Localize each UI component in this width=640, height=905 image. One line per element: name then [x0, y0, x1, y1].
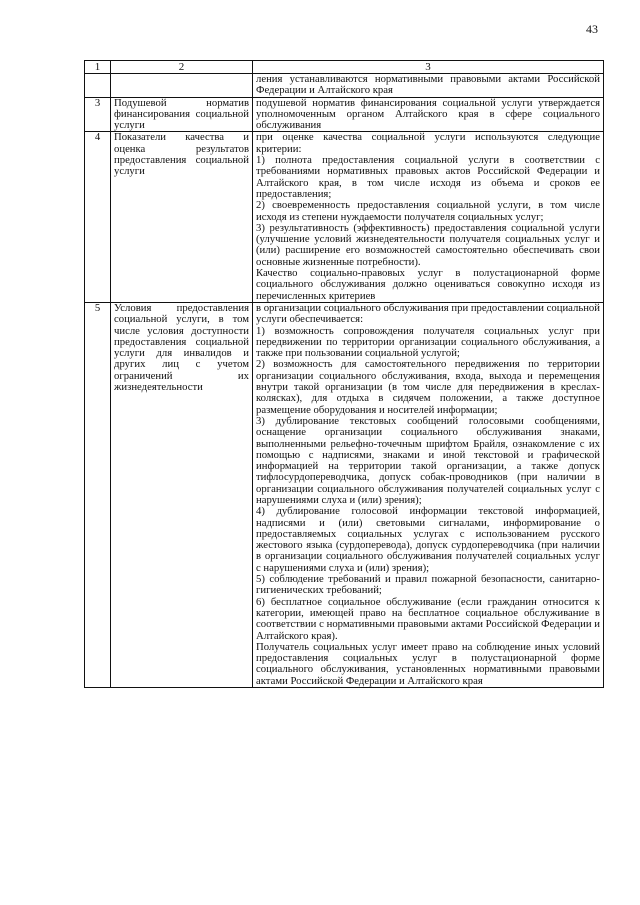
table-row	[85, 132, 604, 302]
row-name: Показатели качества и оценка результатов предоставления социальной услуги	[111, 132, 253, 302]
row-content	[253, 97, 604, 132]
content-paragraph: 3) результативность (эффективность) предоставления социальной услуги (улучшение условий жизнедеятельности получателя социальных услуг и (или) расширение его возможностей самостоятельно обеспечивать свои основные жизненные потребности).	[256, 221, 600, 268]
row-name: Условия предоставления социальной услуги, в том числе условия доступности предоставления социальной услуги для инвалидов и других лиц с учетом ограничений их жизнедеятельности	[111, 302, 253, 687]
content-paragraph: Качество социально-правовых услуг в полустационарной форме социального обслуживания должно оцениваться совокупно исходя из перечисленных критериев	[256, 267, 600, 302]
row-number	[85, 74, 111, 98]
row-number: 5	[85, 302, 111, 687]
content-paragraph: 5) соблюдение требований и правил пожарной безопасности, санитарно-гигиенических требований;	[256, 573, 600, 597]
content-paragraph: Получатель социальных услуг имеет право на соблюдение иных условий предоставления социальных услуг в полустационарной форме социального обслуживания, установленных нормативными правовыми актами Российской Федерации и Алтайского края	[256, 640, 600, 687]
content-paragraph: 2) возможность для самостоятельного передвижения по территории организации социального обслуживания, входа, выхода и перемещения внутри такой организации (в том числе для передвижения в креслах-колясках), для отдыха в сидячем положении, а также доступное размещение оборудования и носителей информации;	[256, 358, 600, 416]
row-content	[253, 132, 604, 302]
table-row	[85, 302, 604, 687]
content-paragraph: 4) дублирование голосовой информации текстовой информацией, надписями и (или) световыми сигналами, информирование о предоставляемых социальных услугах с использованием русского жестового языка (сурдоперевода), допуск сурдопереводчика (при наличии в организации социального обслуживания получателей социальных услуг с нарушениями слуха и (или) зрения);	[256, 505, 600, 574]
content-paragraph: 1) возможность сопровождения получателя социальных услуг при передвижении по территории организации социального обслуживания, а также при пользовании социальной услугой;	[256, 324, 600, 360]
content-paragraph: при оценке качества социальной услуги используются следующие критерии:	[256, 131, 600, 155]
content-paragraph: 3) дублирование текстовых сообщений голосовыми сообщениями, оснащение организации социального обслуживания знаками, выполненными рельефно-точечным шрифтом Брайля, ознакомление с их помощью с надписями, знаками и иной текстовой и графической информацией на территории такой организации, а также допуск тифлосурдопереводчика, допуск собак-проводников (при наличии в организации социального обслуживания получателей социальных услуг с нарушениями слуха и (или) зрения);	[256, 414, 600, 506]
table-row	[85, 74, 604, 98]
content-paragraph: 2) своевременность предоставления социальной услуги, в том числе исходя из степени нуждаемости получателя социальных услуг;	[256, 199, 600, 223]
column-header: 2	[111, 61, 253, 74]
row-content	[253, 74, 604, 98]
table-header-row	[85, 61, 604, 74]
row-name	[111, 74, 253, 98]
row-name: Подушевой норматив финансирования социальной услуги	[111, 97, 253, 132]
content-paragraph: в организации социального обслуживания при предоставлении социальной услуги обеспечивается:	[256, 301, 600, 326]
table-row	[85, 97, 604, 132]
row-content	[253, 302, 604, 687]
page-number: 43	[586, 22, 598, 36]
service-standard-table	[84, 60, 604, 688]
content-paragraph: ления устанавливаются нормативными правовыми актами Российской Федерации и Алтайского края	[256, 73, 600, 97]
column-header: 1	[85, 61, 111, 74]
row-number: 3	[85, 97, 111, 132]
content-paragraph: 6) бесплатное социальное обслуживание (если гражданин относится к категории, имеющей право на бесплатное социальное обслуживание в соответствии с нормативными правовыми актами Российской Федерации и Алтайского края).	[256, 595, 600, 642]
row-number: 4	[85, 132, 111, 302]
content-paragraph: 1) полнота предоставления социальной услуги в соответствии с требованиями нормативных правовых актов Российской Федерации и Алтайского края, в том числе исходя из объема и сроков ее предоставления;	[256, 154, 600, 200]
column-header: 3	[253, 61, 604, 74]
content-paragraph: подушевой норматив финансирования социальной услуги утверждается уполномоченным органом Алтайского края в сфере социального обслуживания	[256, 96, 600, 132]
